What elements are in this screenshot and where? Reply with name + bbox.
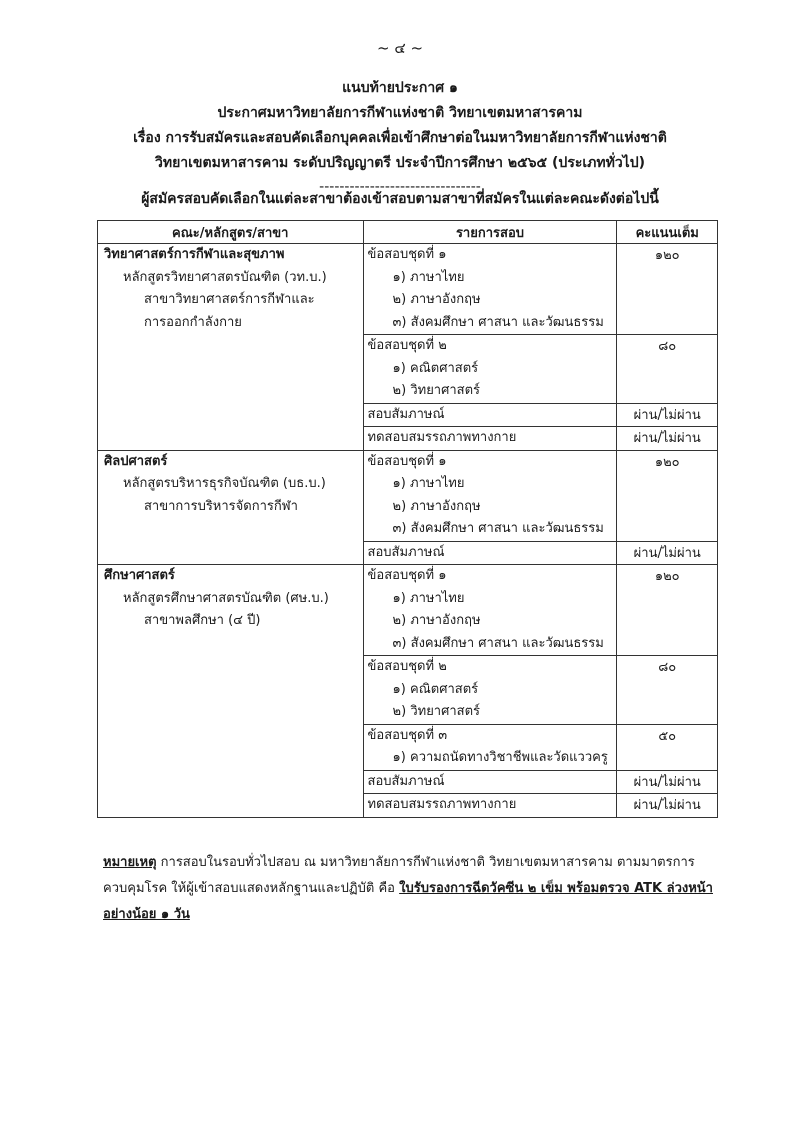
- faculty-name: วิทยาศาสตร์การกีฬาและสุขภาพ: [104, 247, 285, 262]
- exam-subject: ๑) ความถนัดทางวิชาชีพและวัดแววครู: [392, 750, 608, 765]
- exam-subject: ๒) ภาษาอังกฤษ: [392, 613, 481, 628]
- exam-cell: [363, 724, 617, 770]
- remark-line-3: [103, 902, 718, 928]
- exam-subject: ๓) สังคมศึกษา ศาสนา และวัฒนธรรม: [392, 635, 604, 651]
- exam-title: ข้อสอบชุดที่ ๒: [367, 659, 447, 674]
- intro-statement: ผู้สมัครสอบคัดเลือกในแต่ละสาขาต้องเข้าสอบตามสาขาที่สมัครในแต่ละคณะดังต่อไปนี้: [141, 191, 659, 207]
- exam-title: ข้อสอบชุดที่ ๑: [367, 453, 447, 469]
- header-exam: รายการสอบ: [363, 221, 617, 244]
- exam-subject: ๒) วิทยาศาสตร์: [392, 383, 481, 398]
- remark-text-2: ควบคุมโรค ให้ผู้เข้าสอบแสดงหลักฐานและปฏิบัติ คือ: [103, 881, 395, 896]
- header-score: คะแนนเต็ม: [617, 221, 718, 244]
- header-faculty: คณะ/หลักสูตร/สาขา: [98, 221, 364, 244]
- heading-line-1: แนบท้ายประกาศ ๑: [342, 80, 458, 96]
- exam-title: ข้อสอบชุดที่ ๑: [367, 247, 447, 262]
- exam-cell: [363, 427, 617, 451]
- faculty-cell: [98, 450, 364, 565]
- exam-subject: ๒) ภาษาอังกฤษ: [392, 498, 481, 514]
- exam-subject: ๑) ภาษาไทย: [392, 476, 465, 491]
- exam-cell: [363, 794, 617, 818]
- exam-cell: [363, 244, 617, 335]
- page-number: ~ ๔ ~: [376, 39, 424, 57]
- exam-title: สอบสัมภาษณ์: [367, 406, 445, 422]
- exam-cell: [363, 770, 617, 794]
- remark-note: [103, 850, 718, 928]
- score-cell: ๘๐: [617, 335, 718, 404]
- exam-cell: [363, 450, 617, 541]
- exam-cell: [363, 403, 617, 427]
- heading-line-4: วิทยาเขตมหาสารคาม ระดับปริญญาตรี ประจำปีการศึกษา ๒๕๖๕ (ประเภททั่วไป): [154, 155, 646, 171]
- exam-cell: [363, 335, 617, 404]
- score-cell: ๑๒๐: [617, 565, 718, 656]
- exam-cell: [363, 656, 617, 725]
- exam-subject: ๓) สังคมศึกษา ศาสนา และวัฒนธรรม: [392, 314, 604, 330]
- exam-title: สอบสัมภาษณ์: [367, 773, 445, 789]
- faculty-name: ศึกษาศาสตร์: [104, 568, 175, 583]
- remark-label: หมายเหตุ: [103, 855, 157, 870]
- score-cell: ผ่าน/ไม่ผ่าน: [617, 794, 718, 818]
- exam-cell: [363, 541, 617, 565]
- document-heading: [0, 76, 800, 198]
- faculty-name: ศิลปศาสตร์: [104, 453, 168, 469]
- remark-text-1: การสอบในรอบทั่วไปสอบ ณ มหาวิทยาลัยการกีฬาแห่งชาติ วิทยาเขตมหาสารคาม ตามมาตรการ: [160, 855, 695, 870]
- faculty-cell: [98, 244, 364, 451]
- score-cell: ผ่าน/ไม่ผ่าน: [617, 770, 718, 794]
- faculty-cell: [98, 565, 364, 818]
- remark-emphasis-2: อย่างน้อย ๑ วัน: [103, 907, 190, 922]
- table-header-row: [98, 221, 718, 244]
- exam-subject: ๑) คณิตศาสตร์: [392, 681, 479, 697]
- exam-title: ทดสอบสมรรถภาพทางกาย: [367, 797, 517, 812]
- program-name: หลักสูตรศึกษาศาสตรบัณฑิต (ศษ.บ.): [123, 590, 329, 606]
- score-cell: ผ่าน/ไม่ผ่าน: [617, 403, 718, 427]
- heading-line-3: เรื่อง การรับสมัครและสอบคัดเลือกบุคคลเพื่อเข้าศึกษาต่อในมหาวิทยาลัยการกีฬาแห่งชาติ: [133, 130, 667, 146]
- exam-title: สอบสัมภาษณ์: [367, 544, 445, 560]
- score-cell: ๑๒๐: [617, 450, 718, 541]
- exam-subject: ๑) ภาษาไทย: [392, 269, 465, 285]
- exam-cell: [363, 565, 617, 656]
- exam-subject: ๒) ภาษาอังกฤษ: [392, 292, 481, 307]
- program-name: หลักสูตรวิทยาศาสตรบัณฑิต (วท.บ.): [123, 269, 327, 285]
- exam-title: ข้อสอบชุดที่ ๒: [367, 338, 447, 353]
- remark-line-1: [103, 850, 718, 876]
- score-cell: ผ่าน/ไม่ผ่าน: [617, 541, 718, 565]
- exam-title: ข้อสอบชุดที่ ๓: [367, 727, 448, 743]
- remark-emphasis-1: ใบรับรองการฉีดวัคซีน ๒ เข็ม พร้อมตรวจ ATK ล่วงหน้า: [399, 881, 713, 896]
- heading-divider: --------------------------------: [319, 179, 481, 195]
- program-name: หลักสูตรบริหารธุรกิจบัณฑิต (บธ.บ.): [123, 476, 326, 491]
- score-cell: ๘๐: [617, 656, 718, 725]
- major-name: สาขาการบริหารจัดการกีฬา: [144, 498, 298, 514]
- heading-line-2: ประกาศมหาวิทยาลัยการกีฬาแห่งชาติ วิทยาเขตมหาสารคาม: [217, 105, 583, 121]
- exam-subject: ๑) ภาษาไทย: [392, 590, 465, 606]
- exam-schedule-table: [97, 220, 718, 818]
- exam-title: ทดสอบสมรรถภาพทางกาย: [367, 430, 517, 445]
- exam-subject: ๑) คณิตศาสตร์: [392, 360, 479, 376]
- major-name: สาขาพลศึกษา (๔ ปี): [144, 613, 261, 628]
- major-name: สาขาวิทยาศาสตร์การกีฬาและ: [144, 292, 315, 307]
- exam-subject: ๒) วิทยาศาสตร์: [392, 704, 481, 719]
- table-row: [98, 244, 718, 335]
- score-cell: ๑๒๐: [617, 244, 718, 335]
- remark-line-2: [103, 876, 718, 902]
- exam-subject: ๓) สังคมศึกษา ศาสนา และวัฒนธรรม: [392, 521, 604, 536]
- score-cell: ผ่าน/ไม่ผ่าน: [617, 427, 718, 451]
- table-body: [98, 244, 718, 818]
- exam-title: ข้อสอบชุดที่ ๑: [367, 568, 447, 583]
- major-name: การออกกำลังกาย: [144, 314, 242, 330]
- score-cell: ๕๐: [617, 724, 718, 770]
- table-row: [98, 565, 718, 656]
- table-row: [98, 450, 718, 541]
